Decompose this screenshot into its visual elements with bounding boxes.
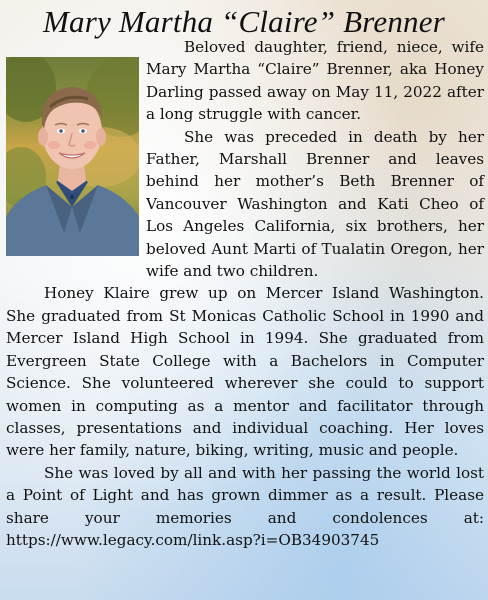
paragraph-1-text: Beloved daughter, friend, niece, wife Mary Martha “Claire” Brenner, aka Honey Darling passed away on May 11, 2022 after a long struggle with cancer. — [146, 38, 484, 124]
paragraph-2-text: She was preceded in death by her Father, Marshall Brenner and leaves behind her mother’s Beth Brenner of Vancouver Washington and Kati Cheo of Los Angeles California, six brothers, her beloved Aunt Marti of Tualatin Oregon, her wife and two children. — [146, 127, 484, 281]
paragraph-3: Honey Klaire grew up on Mercer Island Washington. She graduated from St Monicas Catholic School in 1990 and Mercer Island High School in 1994. She graduated from Evergreen State College with a Bachelors in Computer Science. She volunteered wherever she could to support women in computing as a mentor and facilitator through classes, presentations and individual coaching. Her loves were her family, nature, biking, writing, music and people. — [6, 284, 484, 460]
obituary-body — [6, 36, 484, 551]
photo-wrap-spacer — [6, 36, 146, 270]
obituary-title: Mary Martha “Claire” Brenner — [43, 4, 445, 39]
paragraph-4: She was loved by all and with her passing the world lost a Point of Light and has grown dimmer as a result. Please share your memories and condolences at: https://www.legacy.com/link.asp?i=OB34903745 — [6, 463, 484, 549]
